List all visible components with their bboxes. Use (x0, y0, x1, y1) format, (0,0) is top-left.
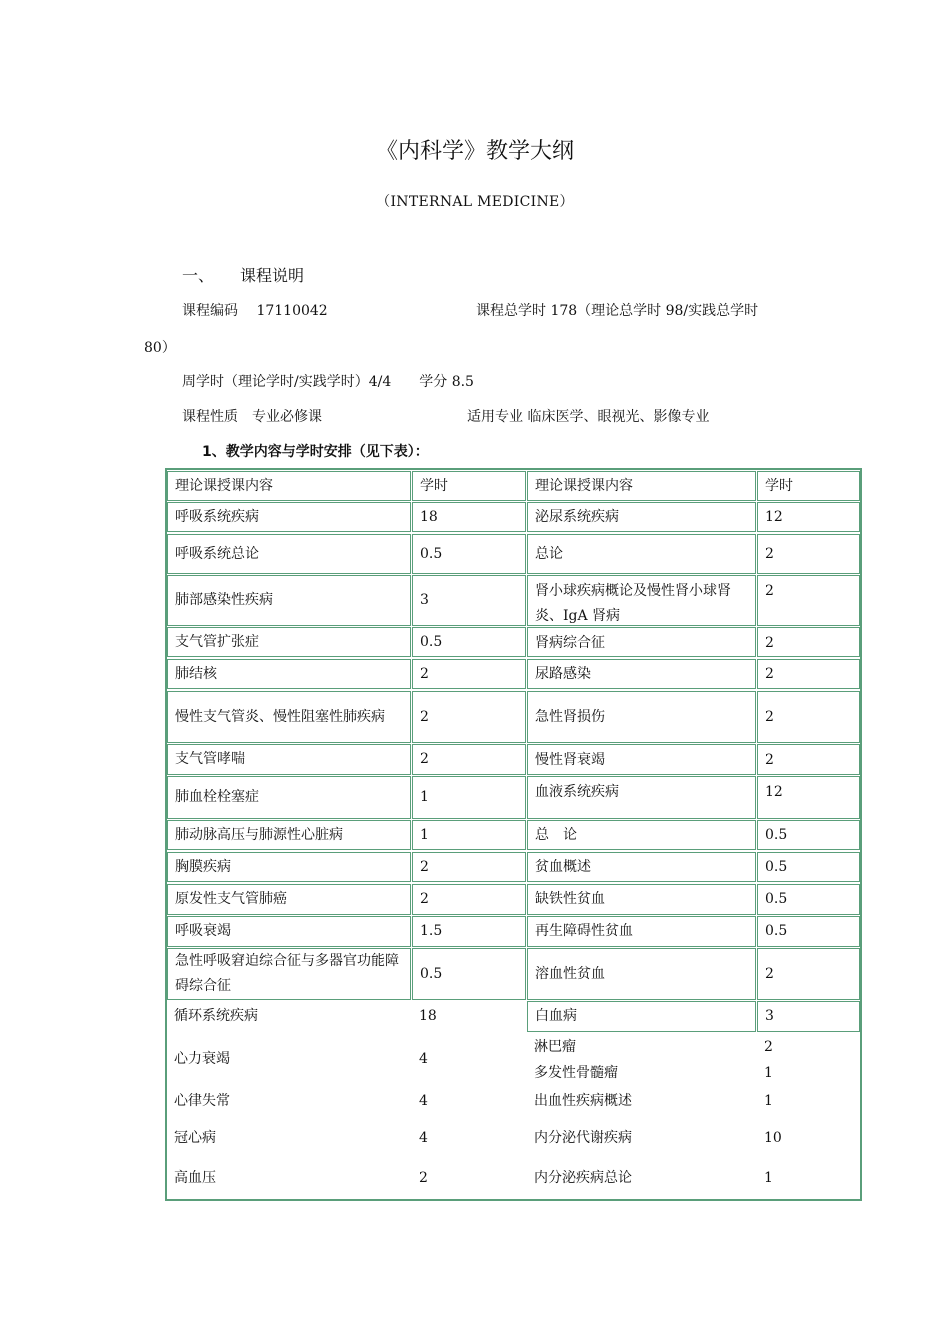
table-cell (167, 1001, 411, 1032)
table-cell-text: 尿路感染 (535, 665, 591, 682)
table-cell (167, 1158, 411, 1198)
schedule-table (165, 468, 862, 1201)
table-cell (412, 1001, 526, 1032)
course-code: 课程编码 17110042 (182, 303, 328, 319)
table-cell (527, 776, 756, 819)
table-cell-text: 再生障碍性贫血 (535, 923, 633, 939)
table-cell-text: 内分泌疾病总论 (534, 1169, 632, 1186)
table-cell-text: 0.5 (420, 965, 443, 982)
table-cell-text: 2 (420, 891, 429, 907)
table-cell (167, 1033, 411, 1086)
table-header-cell (167, 471, 411, 501)
table-cell-text: 淋巴瘤 (534, 1038, 576, 1055)
table-cell-text: 肺动脉高压与肺源性心脏病 (175, 826, 343, 843)
table-cell (412, 948, 526, 1000)
table-cell (412, 627, 526, 657)
table-cell-text: 急性肾损伤 (535, 708, 605, 725)
table-cell (757, 744, 860, 775)
table-cell (167, 852, 411, 882)
table-cell-text: 0.5 (420, 633, 443, 650)
table-header-cell-text: 理论课授课内容 (535, 477, 633, 494)
table-cell (527, 948, 756, 1000)
table-cell (757, 627, 860, 657)
table-cell (167, 820, 411, 850)
section-label: 课程说明 (240, 266, 305, 285)
table-cell-text: 慢性支气管炎、慢性阻塞性肺疾病 (175, 708, 385, 725)
table-cell (527, 502, 756, 532)
table-cell-text: 胸膜疾病 (175, 858, 231, 875)
table-cell (167, 948, 411, 1000)
table-cell (757, 534, 860, 574)
table-cell-text: 总 论 (535, 826, 577, 843)
table-cell-text: 支气管哮喘 (175, 751, 245, 767)
table-cell-text: 3 (420, 592, 429, 608)
table-cell (757, 659, 860, 689)
table-cell-text: 2 (765, 583, 774, 599)
table-cell-text: 0.5 (765, 891, 788, 907)
table-cell-text: 18 (420, 508, 438, 525)
table-cell-text: 缺铁性贫血 (535, 891, 605, 907)
page-title: 《内科学》教学大纲 (375, 139, 574, 164)
table-header-cell (412, 471, 526, 501)
table-cell (757, 691, 860, 743)
table-cell (412, 575, 526, 626)
table-cell-text: 12 (765, 508, 783, 525)
table-cell (167, 575, 411, 626)
page-subtitle: （INTERNAL MEDICINE） (376, 194, 574, 210)
table-cell (527, 744, 756, 775)
total-hours-cont: 80） (144, 340, 176, 356)
course-nature: 课程性质 专业必修课 (182, 409, 322, 425)
table-cell-text: 呼吸系统疾病 (175, 508, 259, 525)
table-cell (167, 659, 411, 689)
table-cell-text: 1.5 (420, 923, 443, 939)
table-cell (527, 575, 756, 626)
table-cell (412, 916, 526, 947)
table-cell-text: 2 (764, 1038, 773, 1055)
table-cell-text: 总论 (535, 545, 563, 562)
table-header-cell-text: 理论课授课内容 (175, 477, 273, 494)
table-cell-text: 冠心病 (174, 1129, 216, 1146)
table-cell (167, 534, 411, 574)
table-cell-text: 溶血性贫血 (535, 965, 605, 982)
table-cell (412, 744, 526, 775)
table-cell-text: 循环系统疾病 (174, 1008, 258, 1024)
table-cell (412, 502, 526, 532)
table-cell (757, 820, 860, 850)
weekly-hours: 周学时（理论学时/实践学时）4/4 学分 8.5 (182, 374, 474, 390)
table-cell (757, 776, 860, 819)
table-cell (527, 1158, 756, 1198)
table-cell (412, 1158, 526, 1198)
table-cell-text: 0.5 (765, 923, 788, 939)
table-header-cell-text: 学时 (420, 477, 448, 494)
table-cell-text: 3 (765, 1008, 774, 1024)
table-cell-text: 2 (765, 965, 774, 982)
table-cell-text: 2 (765, 635, 774, 651)
table-cell-text: 4 (419, 1093, 428, 1109)
table-cell-text: 泌尿系统疾病 (535, 508, 619, 525)
section-number: 一、 (182, 266, 215, 285)
table-cell (527, 1119, 756, 1157)
table-cell (167, 776, 411, 819)
table-cell (527, 627, 756, 657)
table-cell-text: 肾病综合征 (535, 635, 605, 651)
table-cell (757, 1158, 860, 1198)
table-cell (412, 1119, 526, 1157)
table-cell-text: 10 (764, 1129, 782, 1146)
table-cell-text: 肺部感染性疾病 (175, 592, 273, 608)
table-cell (412, 534, 526, 574)
subsection-heading: 1、教学内容与学时安排（见下表）： (202, 444, 429, 460)
table-cell-text: 呼吸衰竭 (175, 923, 231, 939)
section-heading (182, 263, 304, 286)
table-cell (527, 916, 756, 947)
table-cell (757, 1119, 860, 1157)
table-cell-text: 肺结核 (175, 665, 217, 682)
table-cell (412, 820, 526, 850)
table-cell (527, 1061, 756, 1086)
table-cell (527, 884, 756, 915)
total-hours: 课程总学时 178（理论总学时 98/实践总学时 (476, 303, 759, 319)
table-cell-text: 心律失常 (174, 1093, 230, 1109)
table-cell-text: 1 (420, 789, 429, 805)
table-cell (167, 502, 411, 532)
table-cell (527, 534, 756, 574)
table-cell-text: 0.5 (420, 545, 443, 562)
applicable-major: 适用专业 临床医学、眼视光、影像专业 (467, 409, 710, 425)
table-cell-text: 2 (419, 1169, 428, 1186)
table-cell (757, 948, 860, 1000)
table-cell-text: 高血压 (174, 1169, 216, 1186)
table-cell (757, 1001, 860, 1032)
table-cell-text: 4 (419, 1051, 428, 1067)
table-cell-text: 心力衰竭 (174, 1051, 230, 1067)
table-cell-text: 0.5 (765, 858, 788, 875)
table-cell (527, 1033, 756, 1061)
table-cell-text: 慢性肾衰竭 (535, 752, 605, 768)
table-cell-text: 肺血栓栓塞症 (175, 789, 259, 805)
table-cell-text: 2 (765, 545, 774, 562)
table-cell-text: 白血病 (535, 1008, 577, 1024)
table-cell-text: 支气管扩张症 (175, 633, 259, 650)
table-cell-text: 2 (420, 665, 429, 682)
table-cell-text: 1 (764, 1065, 773, 1081)
table-cell (757, 916, 860, 947)
table-cell-text: 急性呼吸窘迫综合征与多器官功能障碍综合征 (175, 953, 399, 994)
table-cell-text: 多发性骨髓瘤 (534, 1065, 618, 1081)
table-cell (412, 1033, 526, 1086)
table-cell (412, 691, 526, 743)
table-cell (527, 1001, 756, 1032)
table-cell-text: 贫血概述 (535, 858, 591, 875)
table-cell-text: 呼吸系统总论 (175, 545, 259, 562)
table-cell-text: 1 (764, 1169, 773, 1186)
table-cell-text: 2 (765, 708, 774, 725)
table-cell (527, 852, 756, 882)
table-cell (412, 884, 526, 915)
table-cell-text: 18 (419, 1008, 437, 1024)
table-cell-text: 4 (419, 1129, 428, 1146)
table-cell (757, 852, 860, 882)
table-cell-text: 1 (764, 1093, 773, 1109)
table-cell-text: 0.5 (765, 826, 788, 843)
table-cell-text: 2 (765, 665, 774, 682)
table-cell-text: 内分泌代谢疾病 (534, 1129, 632, 1146)
table-cell-text: 2 (420, 858, 429, 875)
table-cell (527, 659, 756, 689)
table-cell (412, 659, 526, 689)
table-cell (412, 776, 526, 819)
table-header-cell (527, 471, 756, 501)
table-cell (757, 1033, 860, 1061)
table-cell (757, 1061, 860, 1086)
table-header-cell-text: 学时 (765, 477, 793, 494)
table-cell-text: 肾小球疾病概论及慢性肾小球肾炎、IgA 肾病 (535, 583, 731, 624)
table-cell (167, 1085, 411, 1118)
table-cell (757, 502, 860, 532)
table-cell (412, 1085, 526, 1118)
table-cell-text: 出血性疾病概述 (534, 1093, 632, 1109)
table-cell-text: 2 (765, 752, 774, 768)
table-cell (527, 691, 756, 743)
table-cell (167, 1119, 411, 1157)
table-cell (412, 852, 526, 882)
table-cell-text: 血液系统疾病 (535, 784, 619, 800)
table-cell (167, 691, 411, 743)
table-cell-text: 12 (765, 784, 783, 800)
table-cell (167, 627, 411, 657)
table-cell (167, 916, 411, 947)
table-cell-text: 1 (420, 826, 429, 843)
table-cell (757, 575, 860, 626)
table-cell-text: 2 (420, 751, 429, 767)
table-cell (757, 1085, 860, 1118)
table-cell-text: 2 (420, 708, 429, 725)
table-header-cell (757, 471, 860, 501)
table-cell (527, 1085, 756, 1118)
table-cell (527, 820, 756, 850)
table-cell (167, 744, 411, 775)
table-cell-text: 原发性支气管肺癌 (175, 891, 287, 907)
table-cell (757, 884, 860, 915)
table-cell (167, 884, 411, 915)
